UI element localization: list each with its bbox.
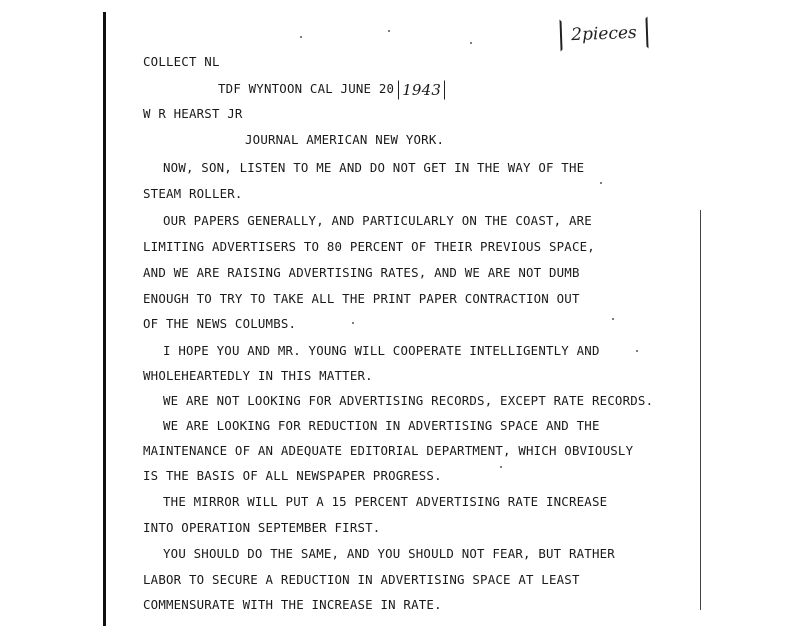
scan-speck (470, 42, 472, 44)
body-line: STEAM ROLLER. (143, 186, 243, 201)
body-line: WE ARE LOOKING FOR REDUCTION IN ADVERTISING SPACE AND THE (163, 418, 600, 433)
body-line: YOU SHOULD DO THE SAME, AND YOU SHOULD NOT FEAR, BUT RATHER (163, 546, 615, 561)
dateline-text: TDF WYNTOON CAL JUNE 20 (218, 81, 395, 96)
body-line: THE MIRROR WILL PUT A 15 PERCENT ADVERTISING RATE INCREASE (163, 494, 608, 509)
body-line: OUR PAPERS GENERALLY, AND PARTICULARLY ON THE COAST, ARE (163, 213, 592, 228)
publication-line: JOURNAL AMERICAN NEW YORK. (245, 132, 445, 147)
handwritten-year: 1943 (398, 80, 445, 100)
scan-speck (352, 322, 354, 324)
body-line: WHOLEHEARTEDLY IN THIS MATTER. (143, 368, 373, 383)
scan-speck (612, 318, 614, 320)
addressee-line: W R HEARST JR (143, 106, 243, 121)
body-line: OF THE NEWS COLUMBS. (143, 316, 297, 331)
scan-speck (600, 182, 602, 184)
scan-speck (300, 36, 302, 38)
body-line: IS THE BASIS OF ALL NEWSPAPER PROGRESS. (143, 468, 442, 483)
body-line: COMMENSURATE WITH THE INCREASE IN RATE. (143, 597, 442, 612)
handwritten-note: 2pieces (559, 16, 648, 51)
body-line: NOW, SON, LISTEN TO ME AND DO NOT GET IN THE WAY OF THE (163, 160, 585, 175)
collect-line: COLLECT NL (143, 54, 220, 69)
body-line: AND WE ARE RAISING ADVERTISING RATES, AND WE ARE NOT DUMB (143, 265, 580, 280)
body-line: LIMITING ADVERTISERS TO 80 PERCENT OF THEIR PREVIOUS SPACE, (143, 239, 595, 254)
left-margin-rule (103, 12, 106, 626)
body-line: I HOPE YOU AND MR. YOUNG WILL COOPERATE INTELLIGENTLY AND (163, 343, 600, 358)
body-line: INTO OPERATION SEPTEMBER FIRST. (143, 520, 381, 535)
scan-speck (636, 350, 638, 352)
body-line: MAINTENANCE OF AN ADEQUATE EDITORIAL DEPARTMENT, WHICH OBVIOUSLY (143, 443, 634, 458)
body-line: WE ARE NOT LOOKING FOR ADVERTISING RECORDS, EXCEPT RATE RECORDS. (163, 393, 654, 408)
body-line: LABOR TO SECURE A REDUCTION IN ADVERTISING SPACE AT LEAST (143, 572, 580, 587)
scan-speck (388, 30, 390, 32)
dateline (218, 80, 445, 100)
scan-speck (500, 466, 502, 468)
right-margin-rule (700, 210, 701, 610)
body-line: ENOUGH TO TRY TO TAKE ALL THE PRINT PAPER CONTRACTION OUT (143, 291, 580, 306)
